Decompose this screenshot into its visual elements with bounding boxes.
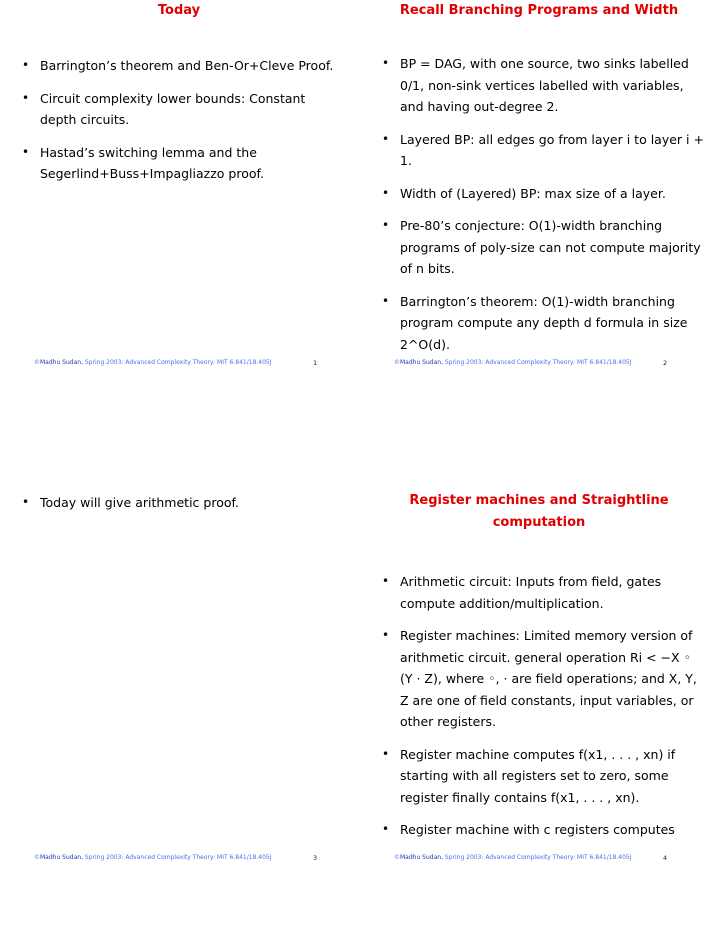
bullet-item: • Layered BP: all edges go from layer i to layer i + 1. xyxy=(374,129,704,172)
bullet-dot-icon: • xyxy=(22,58,30,72)
bullet-list xyxy=(374,53,704,355)
bullet-item: • Barrington’s theorem: O(1)-width branching program compute any depth d formula in size 2^O(d). xyxy=(374,291,704,356)
slide-2 xyxy=(374,0,704,366)
bullet-dot-icon: • xyxy=(22,144,30,159)
bullet-dot-icon: • xyxy=(22,495,30,509)
slide-footer: ©Madhu Sudan, Spring 2003: Advanced Complexity Theory: MIT 6.841/18.405J xyxy=(34,854,272,861)
bullet-item: • Register machine with c registers computes xyxy=(374,819,704,841)
page-number: 2 xyxy=(663,359,668,367)
slide-3 xyxy=(14,492,344,525)
page-number: 3 xyxy=(313,854,318,862)
bullet-dot-icon: • xyxy=(382,628,390,642)
bullet-item: • Register machine computes f(x1, . . . , xn) if starting with all registers set to zero, some register finally contains f(x1, . . . , xn). xyxy=(374,744,704,809)
slide-footer: ©Madhu Sudan, Spring 2003: Advanced Complexity Theory: MIT 6.841/18.405J xyxy=(394,359,632,366)
bullet-dot-icon: • xyxy=(382,218,390,232)
bullet-dot-icon: • xyxy=(382,293,390,308)
bullet-list xyxy=(374,571,704,841)
bullet-dot-icon: • xyxy=(382,131,390,146)
slide-title: Register machines and Straightline computation xyxy=(409,493,669,530)
slide-1 xyxy=(14,0,344,196)
bullet-item: • Barrington’s theorem and Ben-Or+Cleve Proof. xyxy=(14,55,344,77)
bullet-item: • BP = DAG, with one source, two sinks labelled 0/1, non-sink vertices labelled with variables, and having out-degree 2. xyxy=(374,53,704,118)
bullet-item: • Width of (Layered) BP: max size of a layer. xyxy=(374,183,704,205)
bullet-item: • Arithmetic circuit: Inputs from field, gates compute addition/multiplication. xyxy=(374,571,704,614)
bullet-item: • Today will give arithmetic proof. xyxy=(14,492,344,514)
bullet-dot-icon: • xyxy=(382,574,390,588)
bullet-item: • Circuit complexity lower bounds: Constant depth circuits. xyxy=(14,88,344,131)
page-number: 1 xyxy=(313,359,318,367)
bullet-list xyxy=(14,55,344,185)
bullet-dot-icon: • xyxy=(382,746,390,761)
bullet-dot-icon: • xyxy=(382,185,390,200)
slide-footer: ©Madhu Sudan, Spring 2003: Advanced Complexity Theory: MIT 6.841/18.405J xyxy=(34,359,272,366)
slide-4 xyxy=(374,490,704,852)
bullet-dot-icon: • xyxy=(382,822,390,836)
bullet-list xyxy=(14,492,344,514)
bullet-item: • Pre-80’s conjecture: O(1)-width branching programs of poly-size can not compute majority of n bits. xyxy=(374,215,704,280)
slide-title: Today xyxy=(157,3,201,18)
bullet-dot-icon: • xyxy=(382,56,390,70)
slide-title: Recall Branching Programs and Width xyxy=(399,3,679,18)
page-number: 4 xyxy=(663,854,668,862)
slide-footer: ©Madhu Sudan, Spring 2003: Advanced Complexity Theory: MIT 6.841/18.405J xyxy=(394,854,632,861)
bullet-item: • Register machines: Limited memory version of arithmetic circuit. general operation Ri < −X ◦ (Y · Z), where ◦, · are field operations; and X, Y, Z are one of field constants, input variables, or other registers. xyxy=(374,625,704,733)
bullet-dot-icon: • xyxy=(22,90,30,105)
bullet-item: • Hastad’s switching lemma and the Segerlind+Buss+Impagliazzo proof. xyxy=(14,142,344,185)
